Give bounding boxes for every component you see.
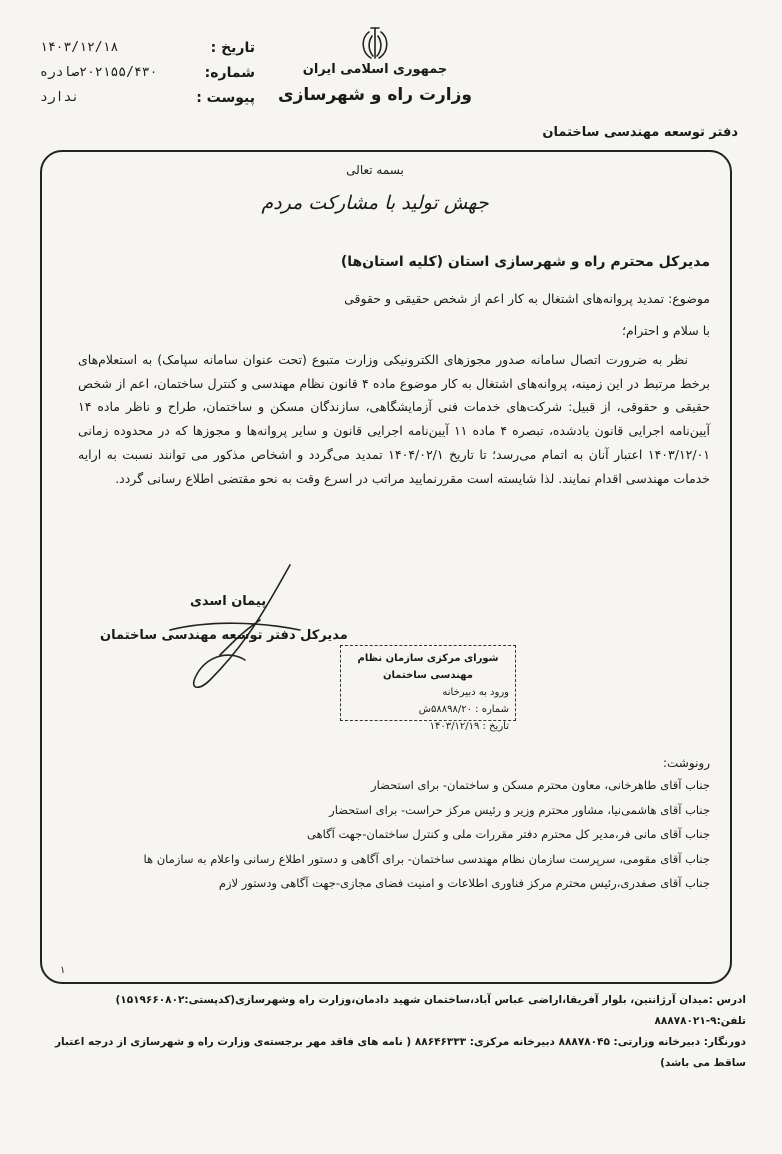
- cc-item: جناب آقای مقومی، سرپرست سازمان نظام مهندسی ساختمان- برای آگاهی و دستور اطلاع رسانی واعلام به سازمان ها: [143, 851, 710, 866]
- basmala: بسمه تعالی: [346, 163, 404, 177]
- ministry-name: وزارت راه و شهرسازی: [277, 85, 472, 105]
- date-value: ۱۴۰۳/۱۲/۱۸: [40, 40, 119, 55]
- letterhead: [255, 62, 495, 105]
- greeting: با سلام و احترام؛: [622, 323, 710, 338]
- cc-item: جناب آقای مانی فر،مدیر کل محترم دفتر مقررات ملی و کنترل ساختمان-جهت آگاهی: [307, 827, 710, 841]
- footer-address: [40, 990, 746, 1074]
- subject-line: موضوع: تمدید پروانه‌های اشتغال به کار اعم از شخص حقیقی و حقوقی: [344, 291, 710, 306]
- stamp-title: شورای مرکزی سازمان نظام مهندسی ساختمان: [357, 653, 499, 681]
- footer-contact-line: دورنگار: دبیرخانه وزارتی: ۸۸۸۷۸۰۴۵ دبیرخانه مرکزی: ۸۸۶۴۶۳۳۳ ( نامه های فاقد مهر برجسته‌ی وزارت راه و شهرسازی از درجه اعتبار ساقط می باشد): [55, 1036, 746, 1069]
- iran-emblem-icon: [355, 24, 395, 64]
- footer-address-line: ادرس :میدان آرژانتین، بلوار آفریقا،اراضی عباس آباد،ساختمان شهید دادمان،وزارت راه وشهرسازی(کدپستی:۱۵۱۹۶۶۰۸۰۲) تلفن:۹-۸۸۸۷۸۰۲۱: [115, 994, 746, 1027]
- stamp-number: شماره : ۵۸۸۹۸/۲۰ش: [418, 704, 509, 715]
- secretariat-stamp: [340, 645, 516, 732]
- signer-title: مدیرکل دفتر توسعه مهندسی ساختمان: [100, 628, 348, 643]
- cc-item: جناب آقای طاهرخانی، معاون محترم مسکن و ساختمان- برای استحضار: [371, 778, 710, 792]
- cc-item: جناب آقای هاشمی‌نیا، مشاور محترم وزیر و رئیس مرکز حراست- برای استحضار: [329, 802, 710, 817]
- stamp-subtitle: ورود به دبیرخانه: [442, 687, 509, 698]
- cc-item: جناب آقای صفدری،رئیس محترم مرکز فناوری اطلاعات و امنیت فضای مجازی-جهت آگاهی ودستور لازم: [218, 876, 710, 890]
- recipient: مدیرکل محترم راه و شهرسازی استان (کلیه استان‌ها): [340, 254, 710, 270]
- stamp-date: تاریخ : ۱۴۰۳/۱۲/۱۹: [429, 721, 509, 732]
- office-name: دفتر توسعه مهندسی ساختمان: [542, 125, 738, 140]
- cc-list: [70, 773, 710, 896]
- signer-name: پیمان اسدی: [190, 594, 267, 609]
- attachment-row: [40, 90, 255, 106]
- year-slogan: جهش تولید با مشارکت مردم: [261, 192, 489, 214]
- number-value: ۲۰۲۱۵۵/۴۳۰صادره: [40, 65, 158, 80]
- number-row: [40, 65, 255, 81]
- letter-body: نظر به ضرورت اتصال سامانه صدور مجوزهای الکترونیکی وزارت متبوع (تحت عنوان سامانه سپامک) به استعلام‌های برخط مرتبط در این زمینه، پروانه‌های اشتغال به کار موضوع ماده ۴ قانون نظام مهندسی و کنترل ساختمان، اعم از شخص حقیقی و حقوقی، از قبیل: شرکت‌های خدمات فنی آزمایشگاهی، سازندگان مسکن و ساختمان، طراح و ناظر ماده ۱۴ آیین‌نامه اجرایی قانون یادشده، تبصره ۴ ماده ۱۱ آیین‌نامه اجرایی قانون و سایر پروانه‌ها و مجوزها که در محدوده زمانی ۱۴۰۳/۱۲/۰۱ اعتبار آنان به اتمام می‌رسد؛ تا تاریخ ۱۴۰۴/۰۲/۱ تمدید می‌گردد و اشخاص مذکور می توانند نسبت به ارایه خدمات مهندسی اقدام نمایند. لذا شایسته است مقررنمایید مراتب در اسرع وقت به نحو مقتضی اطلاع رسانی گردد.: [78, 352, 711, 486]
- letter-meta: [40, 40, 255, 115]
- page-number: ۱: [60, 965, 66, 976]
- number-label: شماره:: [204, 65, 255, 81]
- attachment-value: ندارد: [40, 90, 80, 105]
- date-label: تاریخ :: [210, 40, 255, 56]
- attachment-label: پیوست :: [196, 90, 255, 106]
- cc-label: رونوشت:: [662, 756, 710, 770]
- date-row: [40, 40, 255, 56]
- republic-name: جمهوری اسلامی ایران: [302, 62, 448, 77]
